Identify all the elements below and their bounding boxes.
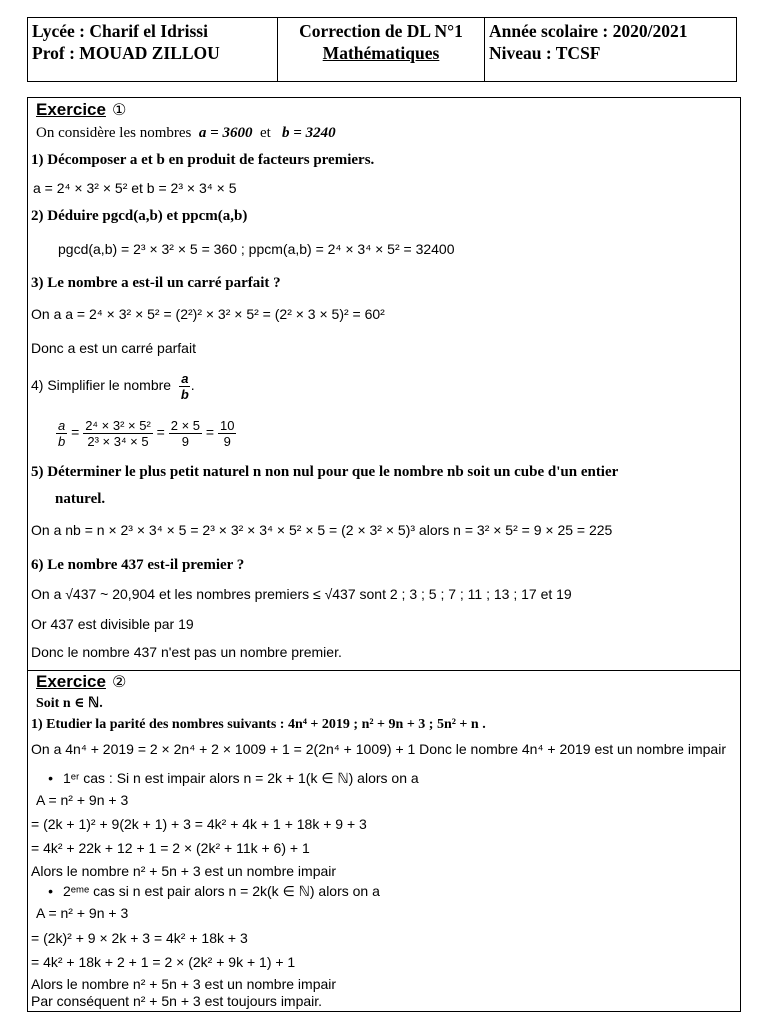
answer-1-2: pgcd(a,b) = 2³ × 3² × 5 = 360 ; ppcm(a,b) = 2⁴ × 3⁴ × 5² = 32400 — [58, 241, 455, 257]
exercise-1-heading — [36, 100, 126, 121]
class-level: Niveau : TCSF — [489, 43, 601, 63]
school-name: Lycée : Charif el Idrissi — [32, 21, 208, 41]
question-1-6: 6) Le nombre 437 est-il premier ? — [31, 557, 245, 573]
question-1-4: 4) Simplifier le nombre $\frac{a}{b}$ . — [31, 370, 195, 402]
answer-1-4: $\frac{a}{b}$ = $\frac{\text{2⁴ × 3² × 5²}}{\text{2³ × 3⁴ × 5}}$ = $\frac{2 \times 5}{9}$ = $\frac{10}{9}$ — [58, 417, 235, 449]
answer-1-5: On a nb = n × 2³ × 3⁴ × 5 = 2³ × 3² × 3⁴ × 5² × 5 = (2 × 3² × 5)³ alors n = 3² × 5² = 9 × 25 = 225 — [31, 522, 613, 538]
question-1-4-text: 4) Simplifier le nombre — [31, 377, 172, 393]
value-a: a = 3600 — [198, 125, 253, 141]
answer-1-3-conclusion: Donc a est un carré parfait — [31, 340, 196, 356]
case-1-line-2: = (2k + 1)² + 9(2k + 1) + 3 = 4k² + 4k + 1 + 18k + 9 + 3 — [31, 816, 367, 832]
subject-name: Mathématiques — [322, 43, 440, 63]
case-2-heading — [31, 881, 380, 901]
bullet-icon: • — [48, 770, 53, 786]
header-year-cell — [485, 18, 736, 81]
frac3-num: 2 × 5 — [170, 417, 201, 433]
fraction-num: a — [181, 370, 189, 386]
frac3-den: 9 — [181, 433, 189, 449]
case-1-heading — [31, 768, 419, 788]
question-1-3: 3) Le nombre a est-il un carré parfait ? — [31, 275, 281, 291]
question-1-5-line-2: naturel. — [55, 491, 106, 507]
case-1-line-3: = 4k² + 22k + 12 + 1 = 2 × (2k² + 11k + 6) + 1 — [31, 840, 310, 856]
value-b: b = 3240 — [282, 125, 336, 141]
exercise-1-title: Exercice — [36, 100, 106, 119]
exercise-frame — [27, 97, 741, 1012]
bullet-icon: • — [48, 883, 53, 899]
frac1-den: b — [58, 433, 66, 449]
case-2-text: 2ᵉᵐᵉ cas si n est pair alors n = 2k(k ∈ ℕ) alors on a — [63, 883, 380, 899]
answer-1-6: On a √437 ~ 20,904 et les nombres premiers ≤ √437 sont 2 ; 3 ; 5 ; 7 ; 11 ; 13 ; 17 et 19 — [31, 586, 572, 602]
frac4-den: 9 — [223, 433, 231, 449]
frac2-den: 2³ × 3⁴ × 5 — [87, 433, 149, 449]
circled-two-icon: ② — [111, 672, 127, 691]
intro-and: et — [259, 125, 271, 141]
frac4-num: 10 — [220, 417, 235, 433]
answer-2-1: On a 4n⁴ + 2019 = 2 × 2n⁴ + 2 × 1009 + 1 = 2(2n⁴ + 1009) + 1 Donc le nombre 4n⁴ + 2019 est un nombre impair — [31, 741, 726, 757]
answer-1-6-conclusion: Donc le nombre 437 n'est pas un nombre premier. — [31, 644, 342, 660]
question-1-1: 1) Décomposer a et b en produit de facteurs premiers. — [31, 152, 375, 168]
frac2-num: 2⁴ × 3² × 5² — [85, 417, 151, 433]
exercise-2-title: Exercice — [36, 672, 106, 691]
section-divider — [28, 670, 740, 671]
school-year: Année scolaire : 2020/2021 — [489, 21, 688, 41]
intro-text: On considère les nombres — [36, 125, 192, 141]
header-school-cell — [28, 18, 278, 81]
final-conclusion: Par conséquent n² + 5n + 3 est toujours impair. — [31, 993, 323, 1009]
answer-1-3: On a a = 2⁴ × 3² × 5² = (2²)² × 3² × 5² = (2² × 3 × 5)² = 60² — [31, 306, 385, 322]
header-title-cell — [278, 18, 485, 81]
fraction-1 — [56, 418, 67, 449]
fraction-3 — [169, 418, 202, 449]
circled-one-icon: ① — [111, 100, 127, 119]
header-table — [27, 17, 737, 82]
question-2-1: 1) Etudier la parité des nombres suivants : 4n⁴ + 2019 ; n² + 9n + 3 ; 5n² + n . — [31, 717, 486, 732]
case-2-line-3: = 4k² + 18k + 2 + 1 = 2 × (2k² + 9k + 1) + 1 — [31, 954, 296, 970]
case-1-conclusion: Alors le nombre n² + 5n + 3 est un nombre impair — [31, 863, 337, 879]
case-2-conclusion: Alors le nombre n² + 5n + 3 est un nombre impair — [31, 976, 337, 992]
case-2-line-1: A = n² + 9n + 3 — [36, 905, 129, 921]
teacher-name: Prof : MOUAD ZILLOU — [32, 43, 220, 63]
fraction-a-over-b — [179, 371, 191, 402]
fraction-den: b — [180, 386, 189, 402]
answer-1-6-divisible: Or 437 est divisible par 19 — [31, 616, 194, 632]
exercise-2-given: Soit n ∈ ℕ. — [36, 696, 103, 711]
case-1-text: 1ᵉʳ cas : Si n est impair alors n = 2k + 1(k ∈ ℕ) alors on a — [63, 770, 419, 786]
fraction-2 — [83, 418, 153, 449]
case-1-line-1: A = n² + 9n + 3 — [36, 792, 129, 808]
fraction-4 — [218, 418, 236, 449]
frac1-num: a — [58, 417, 66, 433]
case-2-line-2: = (2k)² + 9 × 2k + 3 = 4k² + 18k + 3 — [31, 930, 248, 946]
question-1-2: 2) Déduire pgcd(a,b) et ppcm(a,b) — [31, 208, 248, 224]
exercise-2-heading — [36, 672, 126, 693]
answer-1-1: a = 2⁴ × 3² × 5² et b = 2³ × 3⁴ × 5 — [33, 180, 237, 196]
document-title: Correction de DL N°1 — [299, 21, 463, 41]
question-1-5-line-1: 5) Déterminer le plus petit naturel n non nul pour que le nombre nb soit un cube d'un entier — [31, 464, 619, 480]
exercise-1-intro — [36, 123, 336, 143]
